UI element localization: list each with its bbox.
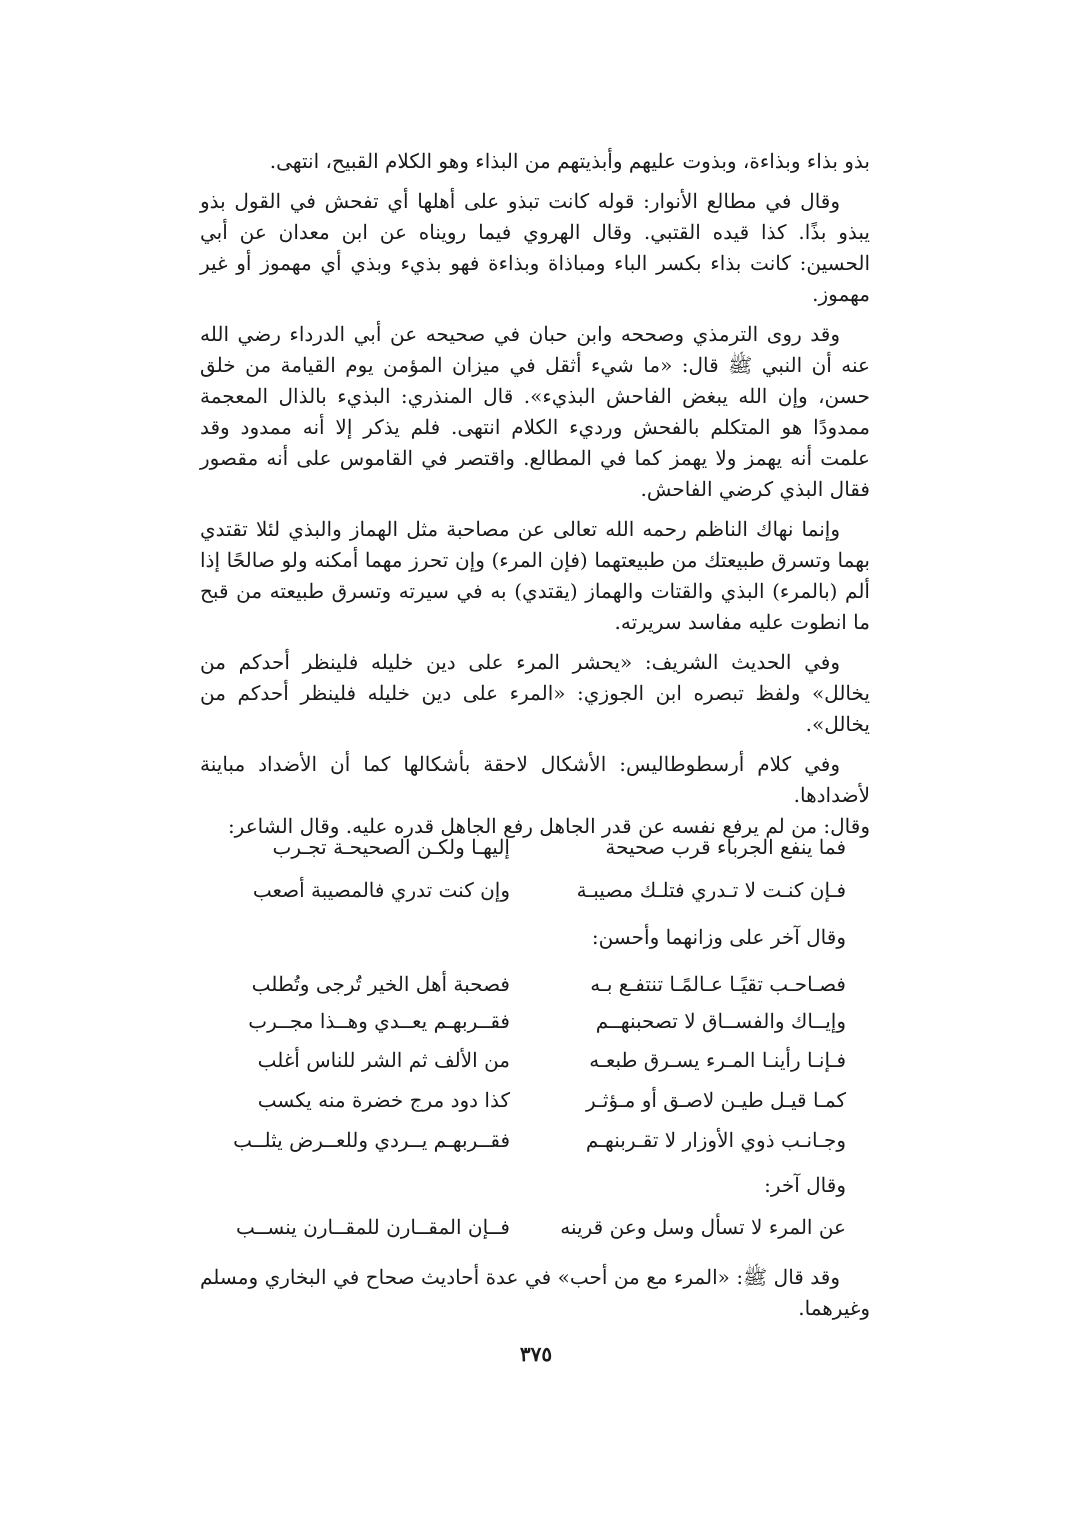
paragraph-4: وإنما نهاك الناظم رحمه الله تعالى عن مصاحبة مثل الهماز والبذي لئلا تقتدي بهما وتسرق طبيعتك من طبيعتهما (فإن المرء) وإن تحرز مهما أمكنه ولو صالحًا إذا ألم (بالمرء) البذي والقتات والهماز (يقتدي) به في سيرته وتسرق طبيعته من قبح ما انطوت عليه مفاسد سريرته. (200, 517, 870, 634)
verse-line (200, 1009, 870, 1043)
aristotle-line: وفي كلام أرسطوطاليس: الأشكال لاحقة بأشكالها كما أن الأضداد مباينة لأضدادها. (200, 752, 870, 807)
verse-second-hemistich: وإن كنت تدري فالمصيبة أصعب (252, 878, 510, 902)
verse-intro-line (200, 925, 870, 959)
verse-second-hemistich: فقــربهـم يــردي وللعــرض يثلــب (233, 1128, 510, 1152)
paragraph-5: وفي الحديث الشريف: «يحشر المرء على دين خليله فلينظر أحدكم من يخالل» ولفظ تبصره ابن الجوزي: «المرء على دين خليله فلينظر أحدكم من يخالل». (200, 650, 870, 736)
closing-paragraph: وقد قال ﷺ: «المرء مع من أحب» في عدة أحاديث صحاح في البخاري ومسلم وغيرهما. (200, 1265, 870, 1320)
verse-first-hemistich: فـإن كنـت لا تـدري فتلـك مصيبـة (576, 878, 846, 902)
page-number: ٣٧٥ (519, 1342, 553, 1366)
verse-intro: وقال آخر: (764, 1173, 846, 1197)
paragraph-2: وقال في مطالع الأنوار: قوله كانت تبذو على أهلها أي تفحش في القول بذو يبذو بذًا. كذا قيده القتبي. وقال الهروي فيما رويناه عن ابن معدان عن أبي الحسين: كانت بذاء بكسر الباء ومباذاة وبذاءة فهو بذيء وبذي أي مهموز أو غير مهموز. (200, 189, 871, 306)
verse-first-hemistich: فما ينفع الجرباء قرب صحيحة (605, 835, 846, 859)
verse-first-hemistich: وإيــاك والفســاق لا تصحبنهــم (595, 1009, 846, 1033)
main-text (200, 146, 870, 842)
verse-line (200, 1088, 870, 1122)
verse-second-hemistich: فــإن المقــارن للمقــارن ينســب (236, 1215, 510, 1239)
verse-line (200, 878, 870, 912)
verse-line (200, 972, 870, 1006)
poet-intro-line: وقال: من لم يرفع نفسه عن قدر الجاهل رفع الجاهل قدره عليه. وقال الشاعر: (227, 814, 870, 838)
verse-line (200, 1048, 870, 1082)
verse-first-hemistich: فصـاحـب تقيًـا عـالمًـا تنتفـع بـه (590, 972, 846, 996)
paragraph-3: وقد روى الترمذي وصححه وابن حبان في صحيحه عن أبي الدرداء رضي الله عنه أن النبي ﷺ قال: «ما شيء أثقل في ميزان المؤمن يوم القيامة من خلق حسن، وإن الله يبغض الفاحش البذيء». قال المنذري: البذيء بالذال المعجمة ممدودًا هو المتكلم بالفحش ورديء الكلام انتهى. فلم يذكر إلا أنه ممدود وقد علمت أنه يهمز ولا يهمز كما في المطالع. واقتصر في القاموس على أنه مقصور فقال البذي كرضي الفاحش. (200, 322, 870, 501)
verse-first-hemistich: عن المرء لا تسأل وسل وعن قرينه (560, 1215, 846, 1239)
verse-first-hemistich: فـإنـا رأينـا المـرء يسـرق طبعـه (589, 1048, 846, 1072)
verse-second-hemistich: فصحبة أهل الخير تُرجى وتُطلب (251, 972, 510, 996)
verse-line (200, 1128, 870, 1162)
verse-second-hemistich: فقــربهـم يعــدي وهــذا مجــرب (248, 1009, 510, 1033)
verse-intro-line (200, 1173, 870, 1207)
verse-second-hemistich: إليهـا ولكـن الصحيحـة تجـرب (272, 835, 510, 859)
verse-line (200, 1215, 870, 1249)
verse-intro: وقال آخر على وزانهما وأحسن: (591, 925, 846, 949)
verse-first-hemistich: وجـانـب ذوي الأوزار لا تقـربنهـم (585, 1128, 846, 1152)
closing-text (200, 1262, 870, 1324)
verse-second-hemistich: كذا دود مرج خضرة منه يكسب (257, 1088, 510, 1112)
verse-second-hemistich: من الألف ثم الشر للناس أغلب (257, 1048, 510, 1072)
verse-first-hemistich: كمـا قيـل طيـن لاصـق أو مـؤثـر (586, 1088, 846, 1112)
paragraph-1: بذو بذاء وبذاءة، وبذوت عليهم وأبذيتهم من البذاء وهو الكلام القبيح، انتهى. (269, 149, 870, 173)
verse-line (200, 835, 870, 869)
